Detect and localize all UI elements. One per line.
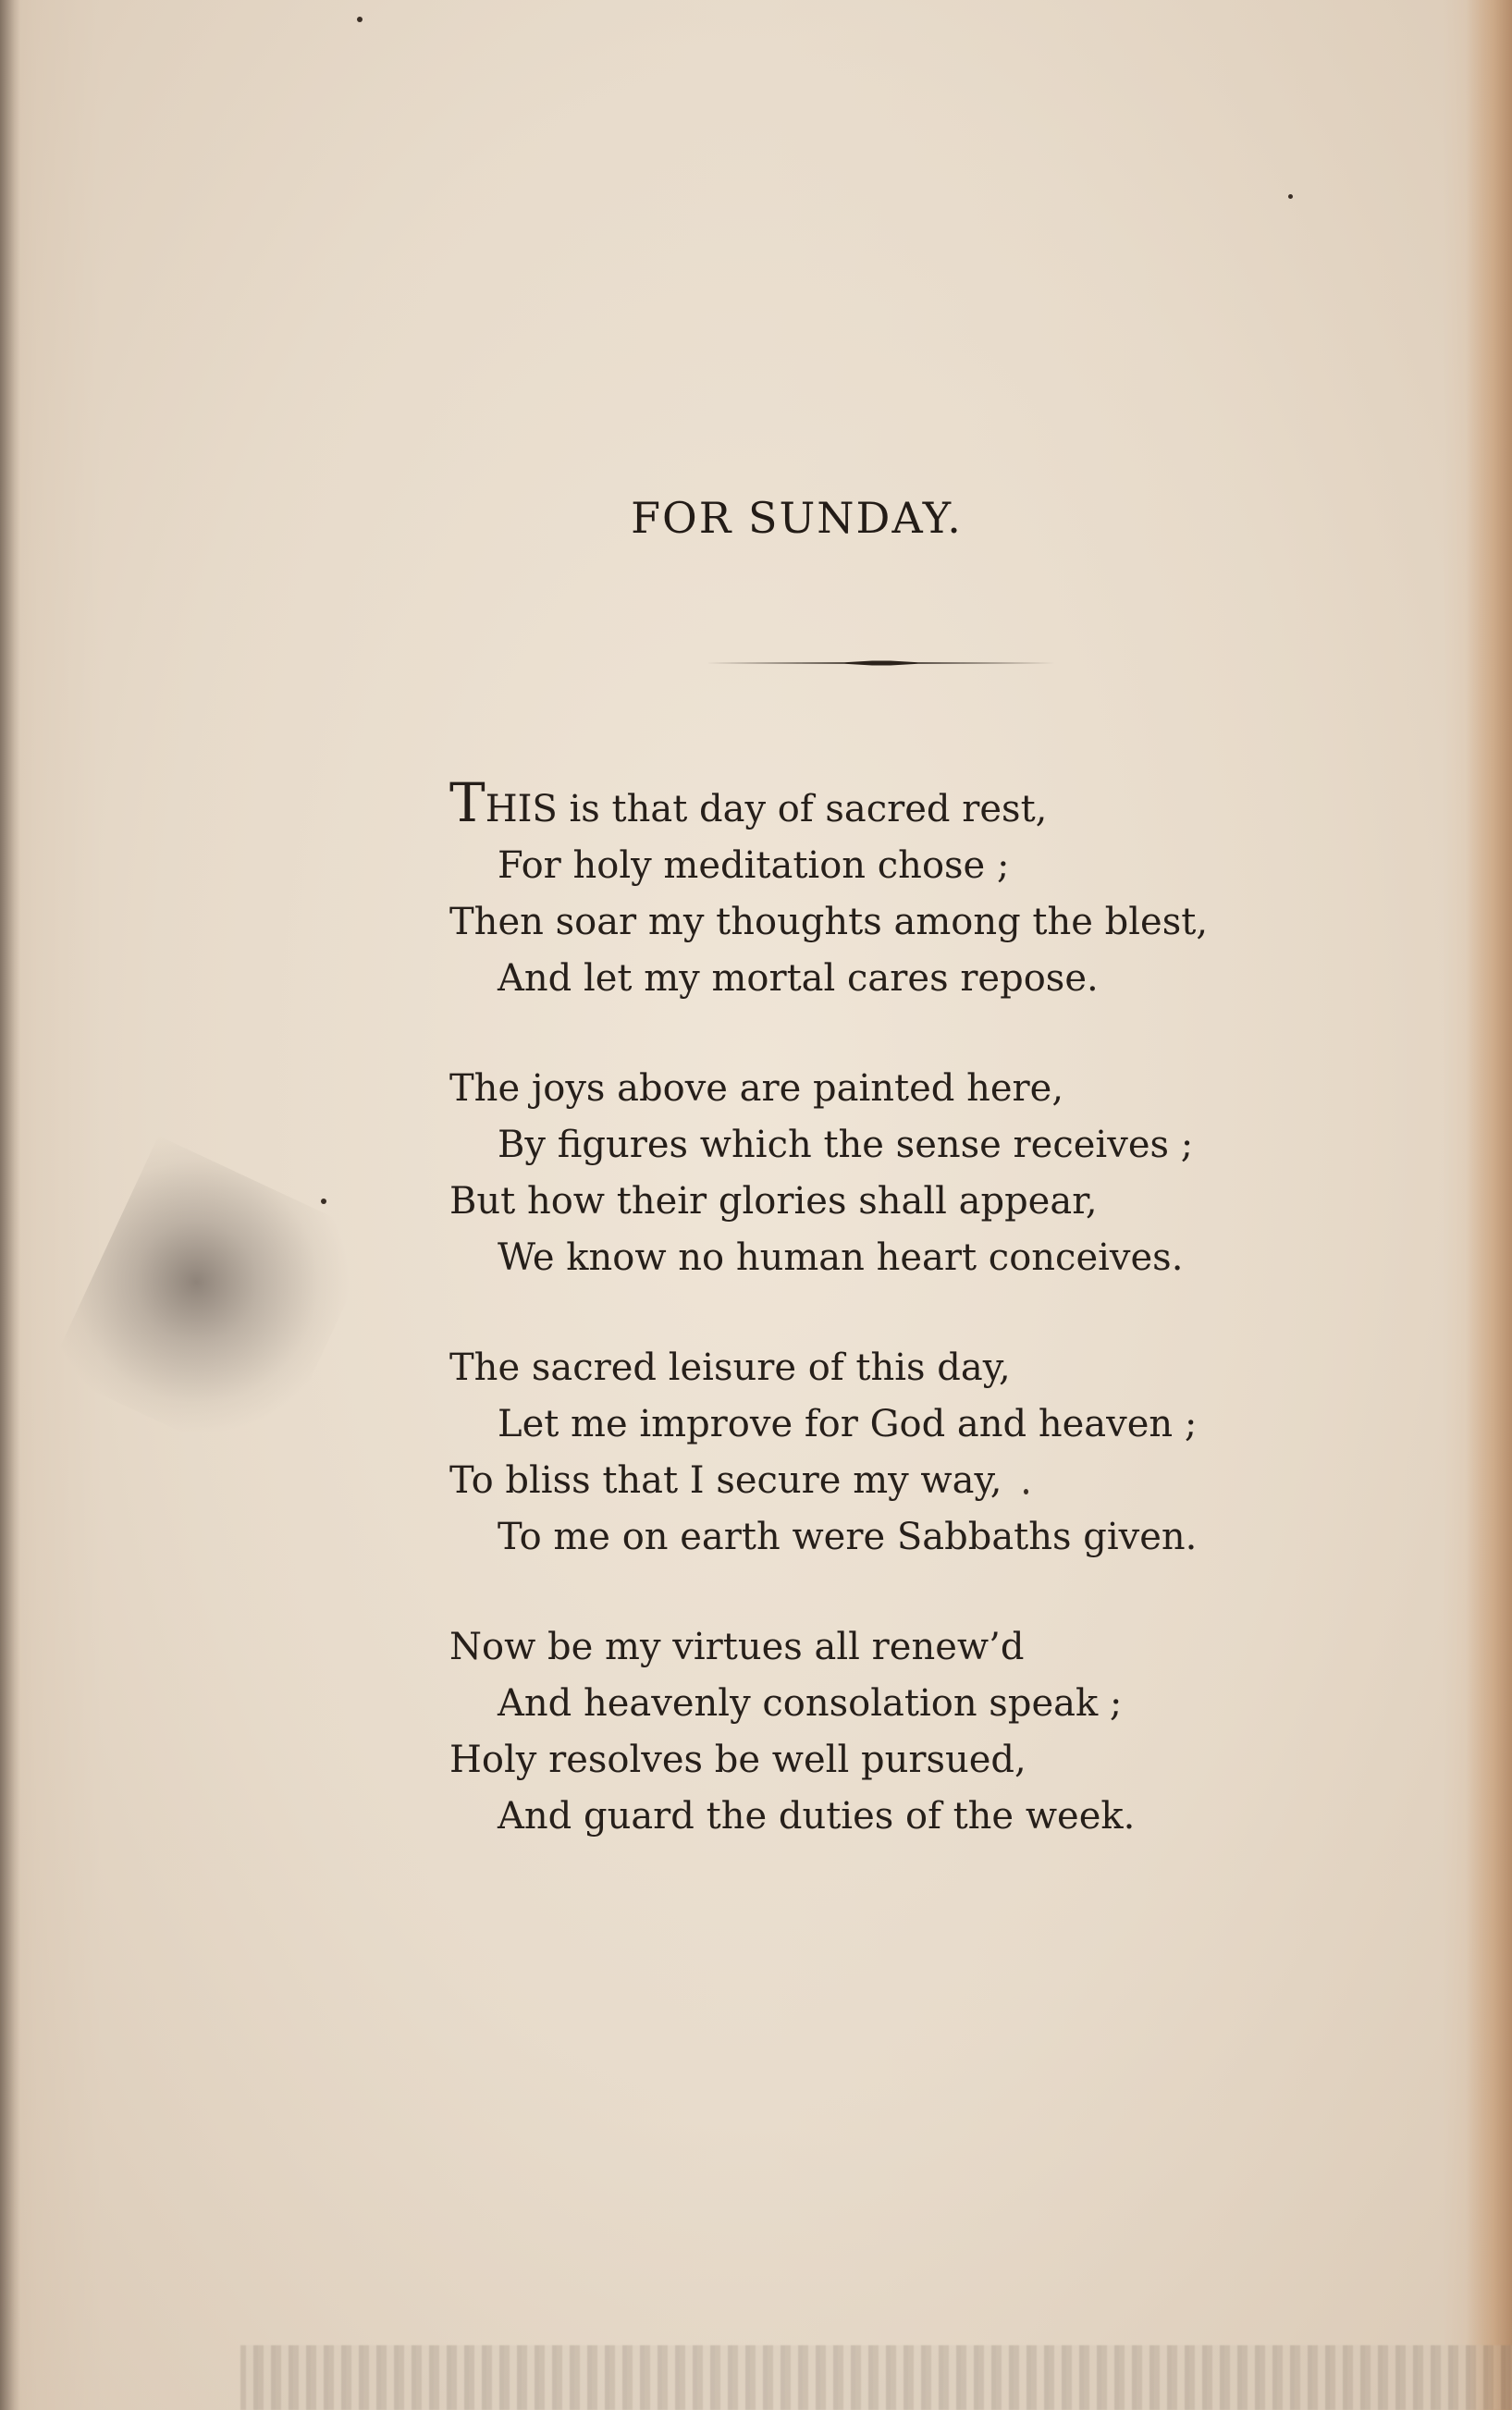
poem-line: The joys above are painted here,	[449, 1067, 1064, 1110]
ink-speck	[357, 17, 363, 22]
poem-line: And guard the duties of the week.	[498, 1795, 1136, 1838]
poem-line-text: HIS is that day of sacred rest,	[485, 788, 1048, 830]
ink-speck	[1288, 194, 1293, 199]
poem-line: By figures which the sense receives ;	[498, 1124, 1194, 1166]
page-deckled-edge	[240, 2345, 1512, 2410]
poem-line: Now be my virtues all renew’d	[449, 1626, 1025, 1668]
page-spine-shadow	[0, 0, 20, 2410]
drop-cap: T	[449, 771, 486, 834]
stanza-4	[449, 1619, 1420, 1845]
ink-smudge	[49, 1136, 376, 1472]
poem-body	[449, 771, 1420, 1899]
poem-line: But how their glories shall appear,	[449, 1180, 1098, 1223]
page-aged-edge	[1466, 0, 1512, 2410]
poem-line: And heavenly consolation speak ;	[498, 1682, 1123, 1725]
poem-line: The sacred leisure of this day,	[449, 1346, 1011, 1389]
poem-line: For holy meditation chose ;	[498, 844, 1010, 887]
poem-line: To me on earth were Sabbaths given.	[498, 1516, 1198, 1558]
poem-line: Holy resolves be well pursued,	[449, 1739, 1026, 1781]
poem-line: Then soar my thoughts among the blest,	[449, 901, 1209, 943]
stanza-3	[449, 1340, 1420, 1566]
title-rule-ornament	[706, 659, 1054, 667]
poem-line: We know no human heart conceives.	[498, 1236, 1184, 1279]
ink-speck	[321, 1199, 326, 1204]
poem-line: And let my mortal cares repose.	[498, 957, 1099, 1000]
poem-line: To bliss that I secure my way,	[449, 1459, 1002, 1502]
stanza-1	[449, 771, 1420, 1007]
page-title: FOR SUNDAY.	[631, 493, 963, 543]
stanza-2	[449, 1061, 1420, 1286]
poem-line: Let me improve for God and heaven ;	[498, 1403, 1198, 1445]
poem-line	[449, 771, 1420, 838]
